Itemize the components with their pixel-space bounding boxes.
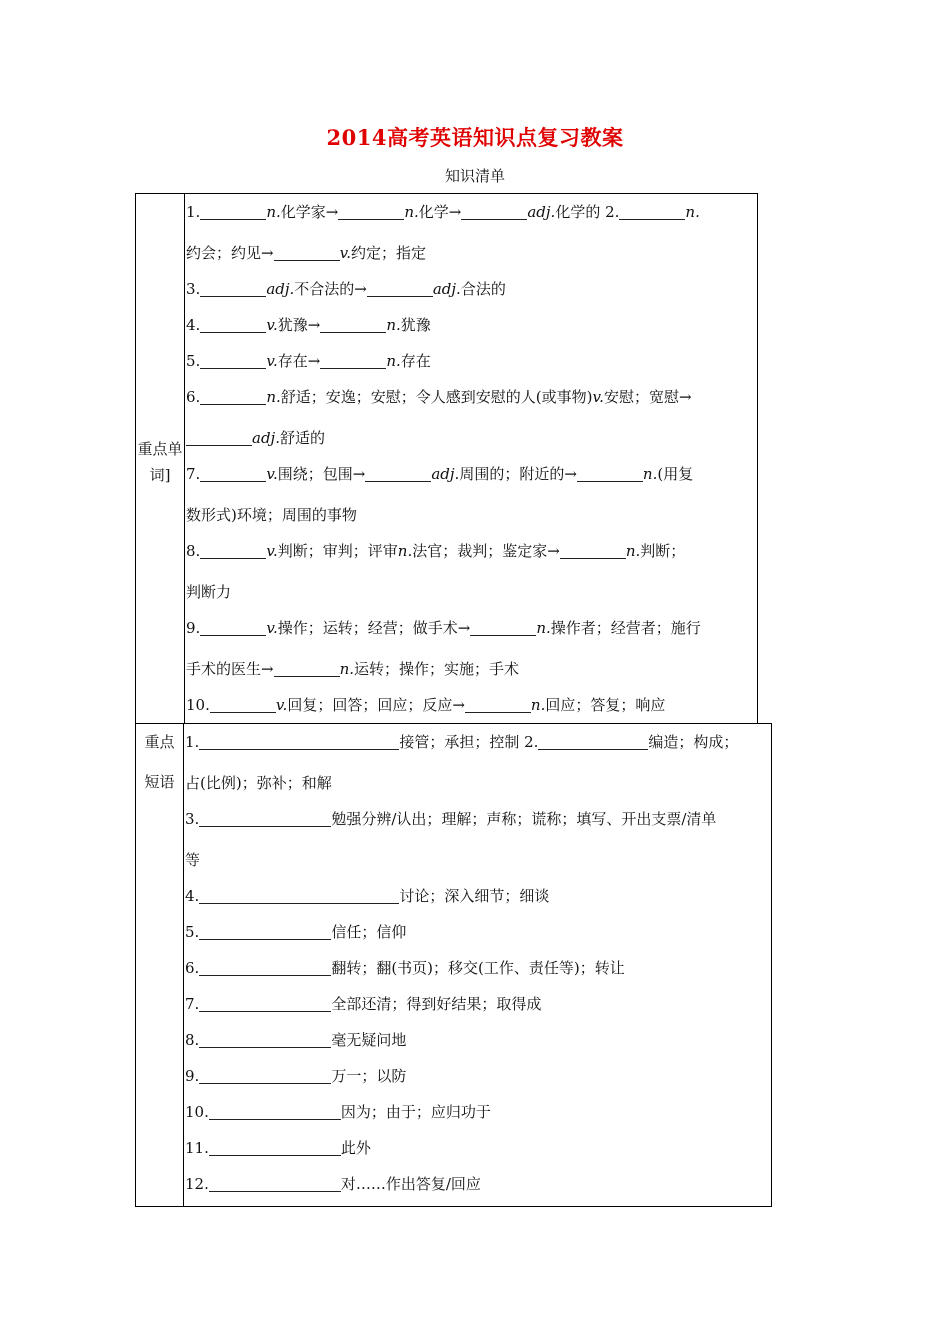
list-item: 6. 翻转；翻(书页)；移交(工作、责任等)；转让: [185, 950, 771, 986]
list-item: 4. 讨论；深入细节；细谈: [185, 878, 771, 914]
list-item: 手术的医生→ n.运转；操作；实施；手术: [186, 651, 758, 687]
document-subtitle: 知识清单: [444, 167, 505, 185]
words-label-cell: [136, 194, 185, 724]
list-item: 8. 毫无疑问地: [185, 1022, 771, 1058]
words-label: 重点单词]: [137, 440, 183, 484]
list-item: 占(比例)；弥补；和解: [185, 774, 332, 792]
list-item: 10. 因为；由于；应归功于: [185, 1094, 771, 1130]
list-item: 判断力: [186, 583, 232, 601]
phrases-label-line2: 短语: [144, 773, 175, 791]
phrases-table: [135, 723, 772, 1207]
words-table: [135, 193, 758, 723]
list-item: 3. adj.不合法的→ adj.合法的: [186, 271, 758, 307]
list-item: 5. 信任；信仰: [185, 914, 771, 950]
document-title: 2014高考英语知识点复习教案: [326, 125, 624, 150]
list-item: 6. n.舒适；安逸；安慰；令人感到安慰的人(或事物)v.安慰；宽慰→: [186, 379, 758, 420]
list-item: 7. v.围绕；包围→ adj.周围的；附近的→ n.(用复: [186, 456, 758, 497]
list-item: 等: [185, 851, 201, 869]
list-item: adj.舒适的: [186, 420, 758, 456]
list-item: 5. v.存在→ n.存在: [186, 343, 758, 379]
list-item: 11. 此外: [185, 1130, 771, 1166]
list-item: 1. 接管；承担；控制 2. 编造；构成；: [185, 724, 771, 765]
list-item: 10. v.回复；回答；回应；反应→ n.回应；答复；响应: [186, 687, 758, 723]
list-item: 数形式)环境；周围的事物: [186, 506, 357, 524]
list-item: 3. 勉强分辨/认出；理解；声称；谎称；填写、开出支票/清单: [185, 801, 771, 842]
phrases-label-cell: [136, 724, 184, 1206]
list-item: 1. n.化学家→ n.化学→ adj.化学的 2. n.: [186, 194, 758, 235]
list-item: 12. 对……作出答复/回应: [185, 1166, 771, 1202]
list-item: 4. v.犹豫→ n.犹豫: [186, 307, 758, 343]
list-item: 9. v.操作；运转；经营；做手术→ n.操作者；经营者；施行: [186, 610, 758, 651]
phrases-content: [185, 724, 771, 1202]
words-content: [186, 194, 758, 723]
list-item: 7. 全部还清；得到好结果；取得成: [185, 986, 771, 1022]
list-item: 8. v.判断；审判；评审n.法官；裁判；鉴定家→ n.判断；: [186, 533, 758, 574]
phrases-label-line1: 重点: [144, 733, 175, 751]
list-item: 约会；约见→ v.约定；指定: [186, 235, 758, 271]
list-item: 9. 万一；以防: [185, 1058, 771, 1094]
